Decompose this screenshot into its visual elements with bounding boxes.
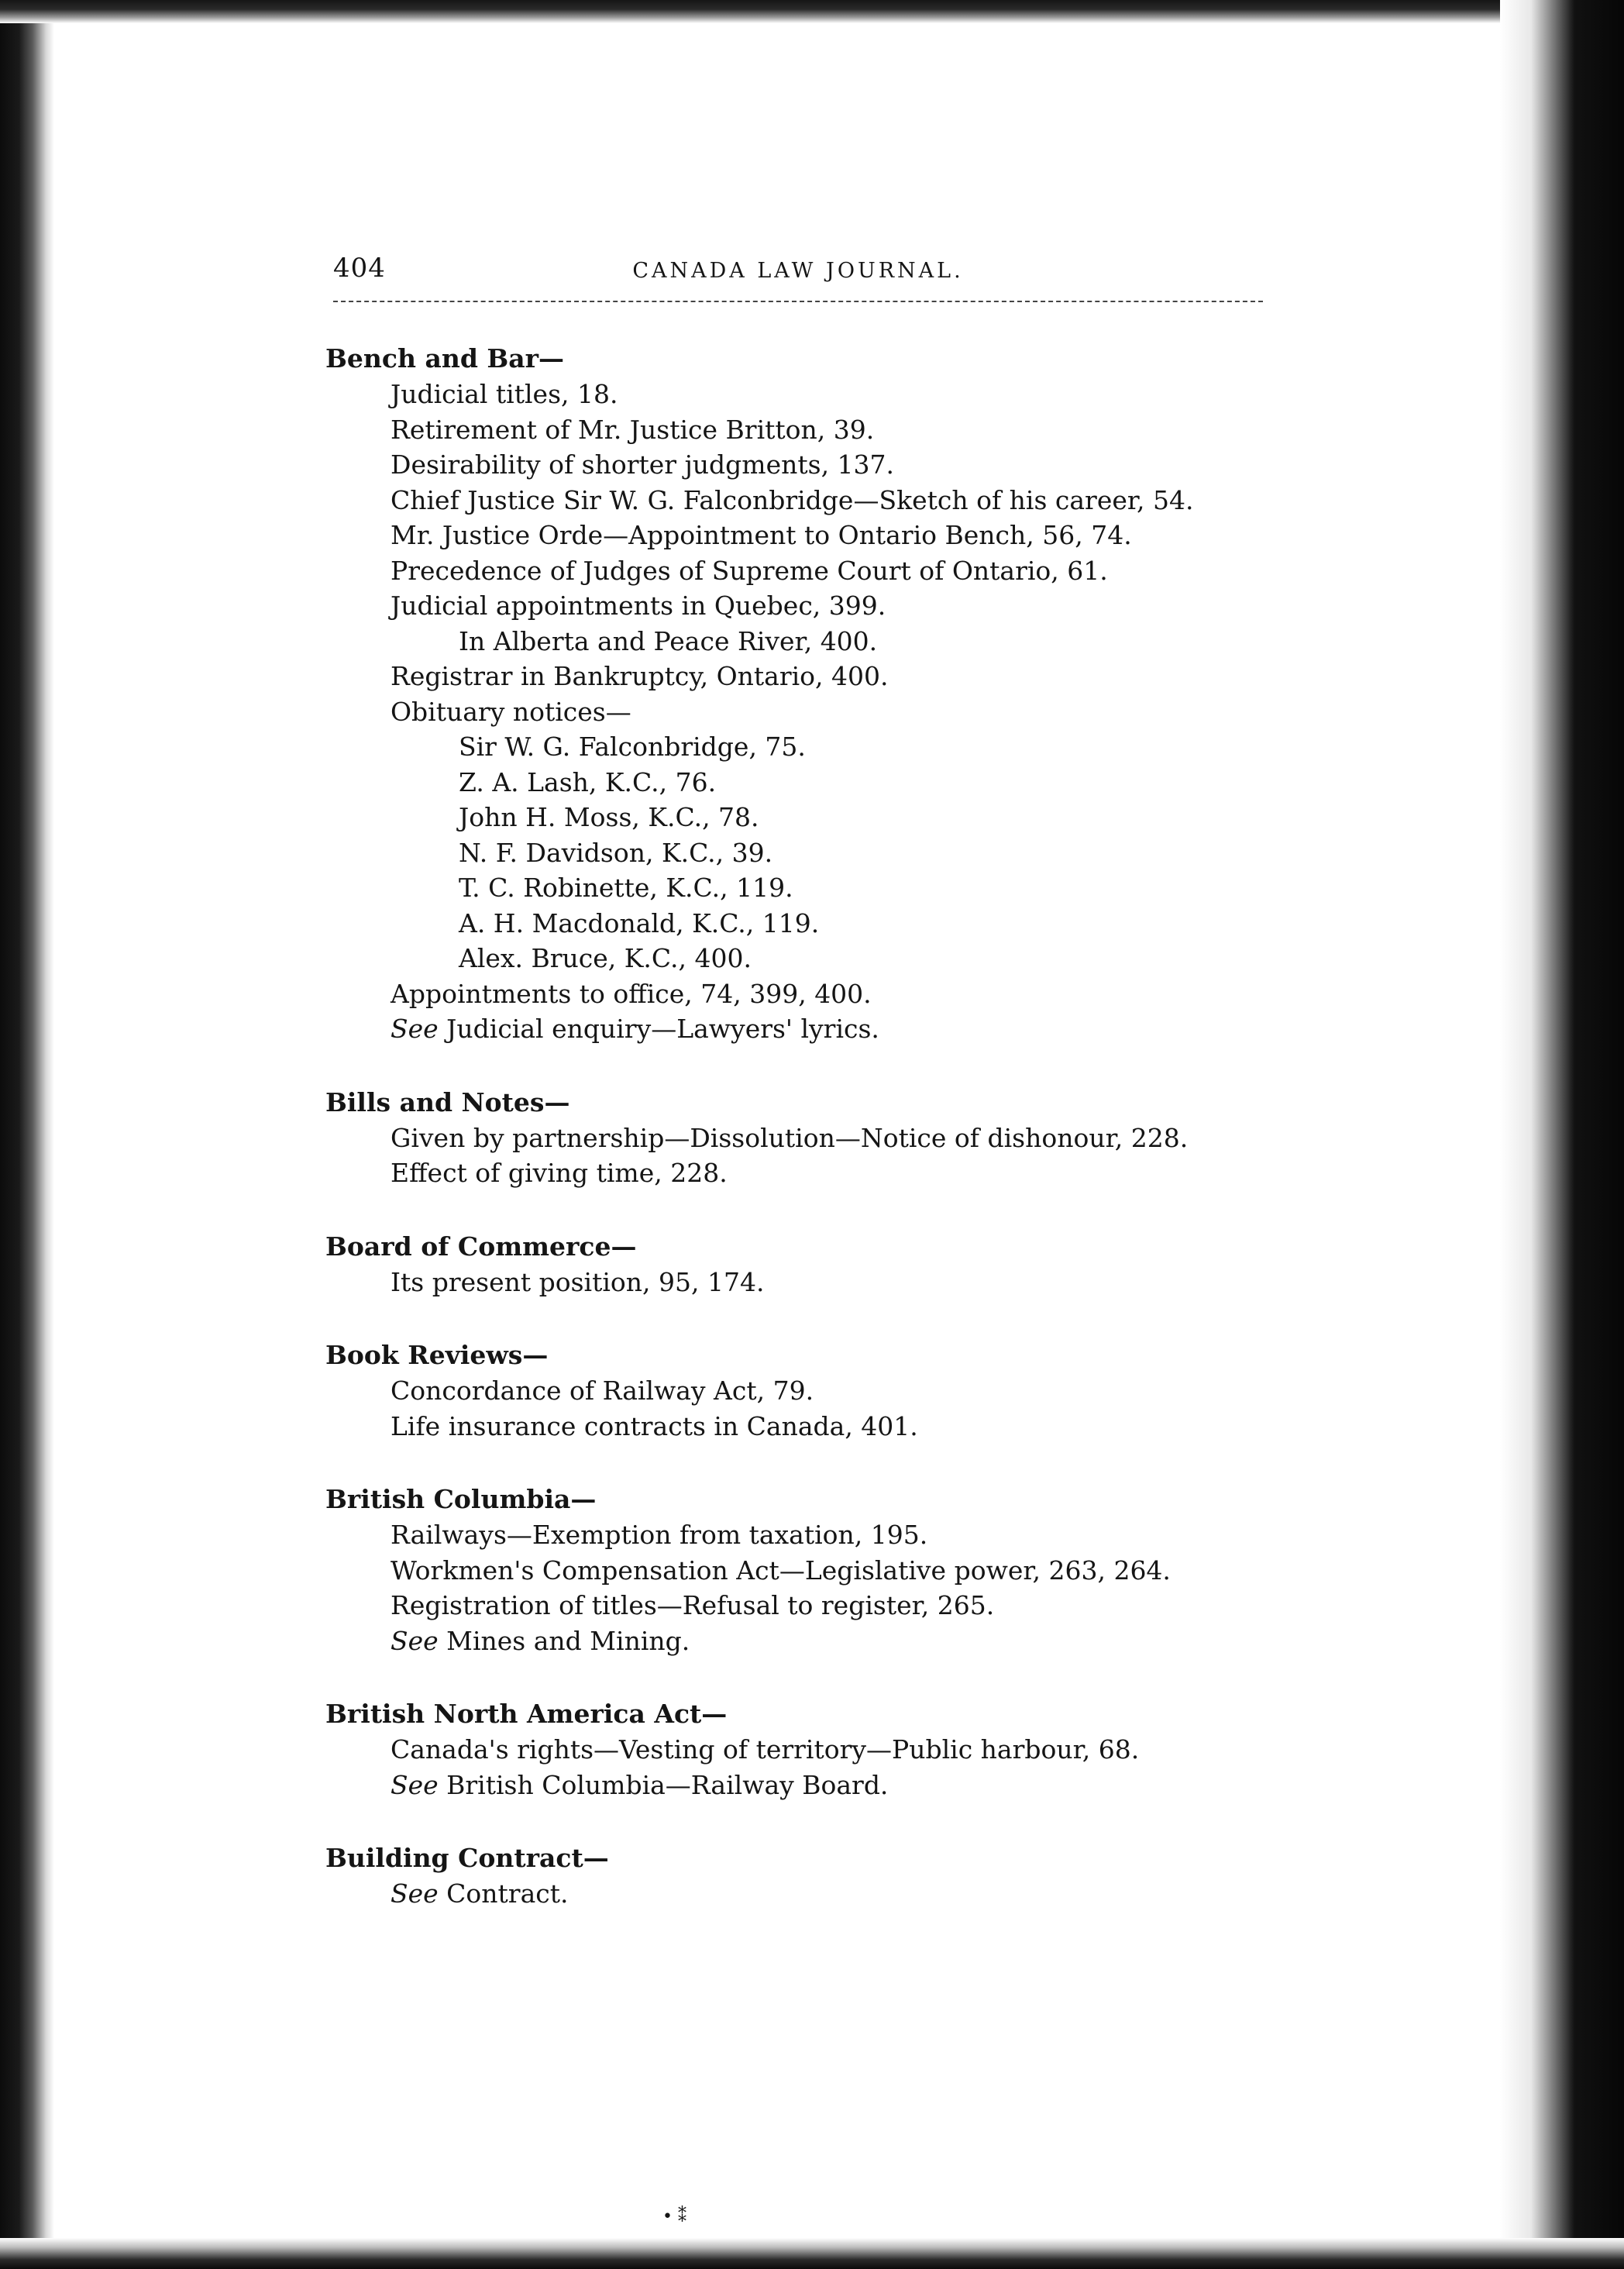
entry-line: [325, 1732, 1302, 1768]
entry-line-text: Judicial enquiry—Lawyers' lyrics.: [438, 1014, 879, 1044]
entry-line-text: Canada's rights—Vesting of territory—Public harbour, 68.: [391, 1734, 1140, 1765]
entry-line: [325, 1121, 1302, 1156]
entry-line-text: In Alberta and Peace River, 400.: [459, 625, 878, 656]
entry-subline: [325, 624, 1302, 659]
entry-line: [325, 1588, 1302, 1623]
scan-border-bottom: [0, 2238, 1624, 2269]
entry-line-text: Precedence of Judges of Supreme Court of Ontario, 61.: [391, 555, 1108, 586]
entry-line-text: Effect of giving time, 228.: [391, 1158, 728, 1188]
entry-line-text: Life insurance contracts in Canada, 401.: [391, 1410, 918, 1441]
index-entry: [325, 1229, 1302, 1300]
see-reference-word: See: [391, 1014, 439, 1044]
entry-line-text: Judicial titles, 18.: [391, 379, 618, 409]
see-reference-word: See: [391, 1878, 439, 1909]
running-title: CANADA LAW JOURNAL.: [632, 259, 964, 283]
entry-heading: Bills and Notes—: [325, 1086, 570, 1117]
index-entry: [325, 341, 1302, 1047]
entry-subline: [325, 729, 1302, 765]
entry-line: [325, 483, 1302, 518]
entry-line: [325, 1265, 1302, 1300]
page-number: 404: [333, 253, 386, 284]
entry-line: [325, 447, 1302, 483]
entry-line-text: Mr. Justice Orde—Appointment to Ontario Bench, 56, 74.: [391, 520, 1132, 550]
entry-line: [325, 694, 1302, 730]
entry-line: [325, 1553, 1302, 1589]
see-reference-word: See: [391, 1769, 439, 1800]
index-entry: [325, 1338, 1302, 1444]
entry-line: [325, 1409, 1302, 1444]
bottom-mark: • ⁑: [662, 2207, 686, 2226]
entry-subline: [325, 800, 1302, 835]
entry-heading: Board of Commerce—: [325, 1231, 637, 1262]
entry-line-text: Railways—Exemption from taxation, 195.: [391, 1520, 928, 1550]
entry-line: [325, 976, 1302, 1012]
entry-line-text: A. H. Macdonald, K.C., 119.: [459, 907, 820, 938]
entry-line-text: Sir W. G. Falconbridge, 75.: [459, 732, 806, 762]
scan-border-right: [1500, 0, 1624, 2269]
entry-line-text: Obituary notices—: [391, 696, 631, 727]
entry-line-text: Appointments to office, 74, 399, 400.: [391, 978, 872, 1009]
entry-line: [325, 518, 1302, 553]
entry-line-text: Desirability of shorter judgments, 137.: [391, 449, 895, 480]
entry-line-text: Workmen's Compensation Act—Legislative power, 263, 264.: [391, 1555, 1171, 1586]
entry-line: [325, 1623, 1302, 1659]
entry-line-text: Chief Justice Sir W. G. Falconbridge—Sketch of his career, 54.: [391, 484, 1194, 515]
entry-line-text: Registration of titles—Refusal to register, 265.: [391, 1590, 995, 1620]
entry-line-text: Registrar in Bankruptcy, Ontario, 400.: [391, 661, 889, 691]
entry-subline: [325, 941, 1302, 976]
entry-line-text: Mines and Mining.: [438, 1625, 690, 1656]
entry-heading: British Columbia—: [325, 1484, 597, 1514]
entry-line: [325, 588, 1302, 624]
entry-heading: Bench and Bar—: [325, 343, 565, 374]
entry-line: [325, 1011, 1302, 1047]
entry-line-text: Judicial appointments in Quebec, 399.: [391, 590, 886, 621]
index-entry: [325, 1696, 1302, 1802]
entry-heading: Book Reviews—: [325, 1340, 549, 1370]
entry-line: [325, 553, 1302, 589]
entry-line-text: N. F. Davidson, K.C., 39.: [459, 837, 773, 868]
index-entry: [325, 1482, 1302, 1658]
entry-line: [325, 1155, 1302, 1191]
entry-line: [325, 659, 1302, 694]
index-content: [325, 341, 1302, 1950]
index-entry: [325, 1085, 1302, 1191]
entry-line-text: Z. A. Lash, K.C., 76.: [459, 766, 717, 797]
page-header: [333, 246, 1263, 302]
entry-heading: Building Contract—: [325, 1843, 609, 1873]
entry-subline: [325, 835, 1302, 871]
entry-line-text: British Columbia—Railway Board.: [438, 1769, 889, 1800]
entry-line: [325, 1768, 1302, 1803]
entry-line-text: Contract.: [438, 1878, 569, 1909]
scan-border-top: [0, 0, 1624, 23]
header-rule: [333, 301, 1263, 302]
see-reference-word: See: [391, 1625, 439, 1656]
entry-line-text: John H. Moss, K.C., 78.: [459, 802, 759, 832]
entry-line-text: Given by partnership—Dissolution—Notice of dishonour, 228.: [391, 1122, 1189, 1153]
entry-line: [325, 1876, 1302, 1912]
entry-line: [325, 412, 1302, 448]
entry-heading: British North America Act—: [325, 1699, 728, 1729]
entry-line-text: T. C. Robinette, K.C., 119.: [459, 873, 793, 903]
entry-subline: [325, 765, 1302, 801]
index-entry: [325, 1840, 1302, 1912]
entry-subline: [325, 870, 1302, 906]
entry-line-text: Its present position, 95, 174.: [391, 1266, 765, 1297]
scan-border-left: [0, 0, 54, 2269]
entry-line-text: Concordance of Railway Act, 79.: [391, 1376, 814, 1406]
entry-line-text: Alex. Bruce, K.C., 400.: [459, 943, 752, 973]
entry-line: [325, 377, 1302, 412]
entry-line: [325, 1373, 1302, 1409]
entry-line: [325, 1517, 1302, 1553]
entry-subline: [325, 906, 1302, 942]
entry-line-text: Retirement of Mr. Justice Britton, 39.: [391, 414, 875, 445]
